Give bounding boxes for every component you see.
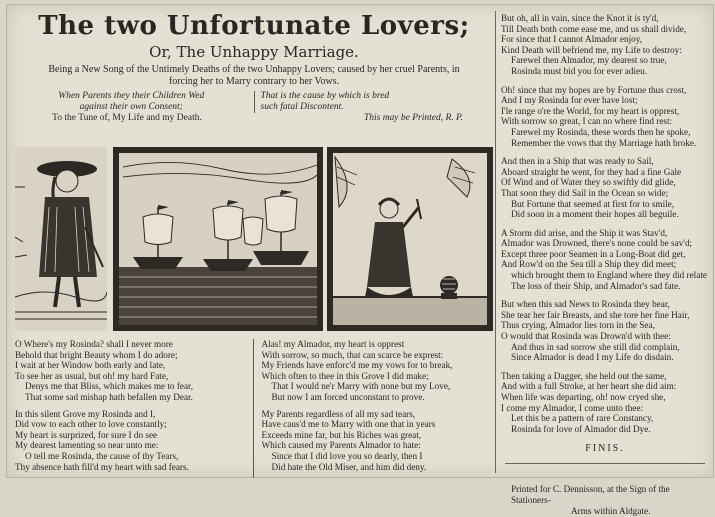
broadside-sheet [6,4,714,516]
motto [15,91,493,113]
verse-line: But oh, all in vain, since the Knot it is ty'd, [501,13,659,23]
verse-line: My heart is surprized, for sure I do see [15,429,158,440]
verse-line: Till Death both come ease me, and us shall divide, [501,23,687,34]
verse-line: Farewel then Almador, my dearest so true, [511,55,667,66]
imprint [501,484,709,517]
verse-line: Since that I did love you so dearly, then I [271,450,423,461]
verse-line: But now I am forced unconstant to prove. [271,391,425,402]
verse-line: And then in a Ship that was ready to Sail, [501,156,654,167]
verse-line: Oh! since that my hopes are by Fortune thus crost, [501,84,687,95]
verse-line: Rosinda must bid you for ever adieu. [511,65,648,76]
verses-lower [15,339,493,478]
stanza [262,409,494,473]
verse-line: I'le range o're the World, for my heart is opprest, [501,105,680,116]
imprint-line: Printed for C. Dennisson, at the Sign of the Stationers- [511,483,670,505]
verse-line: which brought them to England where they did relate [511,270,707,281]
ballad-title: The two Unfortunate Lovers; [38,11,470,41]
verse-line: Thy absence hath fill'd my heart with sad fears. [15,461,189,472]
verse-line: Aboard straight he went, for they had a fine Gale [501,166,682,177]
verse-line: Did hate the Old Miser, and him did deny. [271,461,427,472]
left-section [15,9,493,471]
verse-line: Farewel my Rosinda, these words then he spoke, [511,126,691,137]
verse-line: Almador was Drowned, there's none could be sav'd; [501,238,693,249]
right-column [501,13,709,516]
verse-line: My Parents regardless of all my sad tears, [261,408,416,419]
verse-line: O Where's my Rosinda? shall I never more [15,339,173,349]
verse-line: Then taking a Dagger, she held out the same, [501,370,667,381]
verse-line: Alas! my Almador, my heart is opprest [261,339,405,349]
verse-line: But Fortune that seemed at first for to smile, [511,198,675,209]
verse-line: Since Almador is dead I my Life do disdain. [511,352,674,363]
motto-right-line: That is the cause by which is bred [260,91,390,101]
verse-line: Kind Death will befriend me, my Life to destroy: [501,44,682,55]
verse-line: But when this sad News to Rosinda they bear, [501,299,670,310]
licence-line: This may be Printed, R. P. [363,113,463,123]
verse-line: Of Wind and of Water they so swiftly did glide, [501,177,676,188]
verse-line: I wait at her Window both early and late, [15,360,166,371]
verse-line: Which caused my Parents Almador to hate: [261,440,421,451]
stanza [15,409,247,473]
verse-column-2 [254,339,494,478]
stanza [501,85,709,149]
verse-line: She tear her fair Breasts, and she tore her fine Hair, [501,309,690,320]
verse-column-1 [15,339,254,478]
stanza [501,299,709,363]
tune-line: To the Tune of, My Life and my Death. [52,113,202,123]
verse-line: That I would ne'r Marry with none but my Love, [271,381,451,392]
verse-line: Exceeds mine far, but his Riches was great, [261,429,422,440]
verse-line: My Friends have enforc'd me my vows for to break, [261,360,453,371]
column-divider [495,11,496,473]
stanza [501,371,709,435]
verse-line: I come my Almador, I come unto thee: [501,402,643,413]
verse-line: Remember the vows that thy Marriage hath broke. [511,137,697,148]
stanza [15,339,247,403]
verse-line: And I my Rosinda for ever have lost; [501,95,638,106]
verse-line: Behold that bright Beauty whom I do adore; [15,349,178,360]
imprint-rule [505,463,705,464]
stanza [501,13,709,77]
stanza [262,339,494,403]
verse-line: That some sad mishap hath befallen my Dear. [25,391,193,402]
motto-left-line: When Parents they their Children Wed [58,91,205,101]
ballad-subtitle: Or, The Unhappy Marriage. [149,43,359,61]
verse-line: The loss of their Ship, and Almador's sad fate. [511,280,681,291]
verse-line: Thus crying, Almador lies torn in the Sea, [501,320,655,331]
stanza [501,228,709,292]
verse-line: And Row'd on the Sea till a Ship they did meet; [501,259,677,270]
verse-line: And thus in sad sorrow she still did complain, [511,341,680,352]
verse-line: In this silent Grove my Rosinda and I, [15,408,156,419]
verse-line: A Storm did arise, and the Ship it was Stav'd, [501,227,668,238]
verse-line: Denys me that Bliss, which makes me to fear, [25,381,194,392]
verse-line: O would that Rosinda was Drown'd with thee: [501,331,671,342]
verse-line: To see her as usual, but oh! my hard Fate, [15,370,169,381]
motto-right-line: such fatal Discontent. [260,102,344,112]
verse-line: And with a full Stroke, at her heart she did aim: [501,381,677,392]
motto-left-line: against their own Consent; [79,102,183,112]
imprint-line: Arms within Aldgate. [571,505,651,516]
verse-line: Rosinda for love of Almador did Dye. [511,423,651,434]
verse-line: Let this be a pattern of rare Constancy, [511,413,654,424]
verse-line: Did soon in a moment their hopes all beguile. [511,209,679,220]
verse-line: For since that I cannot Almador enjoy, [501,34,643,45]
verse-line: Did vow to each other to love constantly; [15,419,167,430]
finis: FINIS. [585,443,625,455]
verse-line: Have caus'd me to Marry with one that in years [261,419,436,430]
stanza [501,156,709,220]
verse-line: O tell me Rosinda, the cause of thy Tears, [25,450,179,461]
woodcut-gentleman [15,147,107,331]
verse-line: That soon they did Sail in the Ocean so wide; [501,187,669,198]
woodcut-ships [113,147,323,331]
verse-line: With sorrow, so much, that can scarce be exprest: [261,349,444,360]
verse-line: My dearest lamenting so near unto me: [15,440,159,451]
verse-line: With sorrow so great, I can no where find rest: [501,116,673,127]
verse-line: Except three poor Seamen in a Long-Boat did get, [501,248,686,259]
verse-line: Which often to thee in this Grove I did make; [261,370,429,381]
tune-row [15,113,493,124]
verse-line: When life was departing, oh! now cryed she, [501,392,666,402]
ballad-description: Being a New Song of the Untimely Deaths of the two Unhappy Lovers; caused by her cruel Parents, in forcing her to Marry contrary to her Vows. [48,64,460,87]
woodcut-lady [327,147,493,331]
